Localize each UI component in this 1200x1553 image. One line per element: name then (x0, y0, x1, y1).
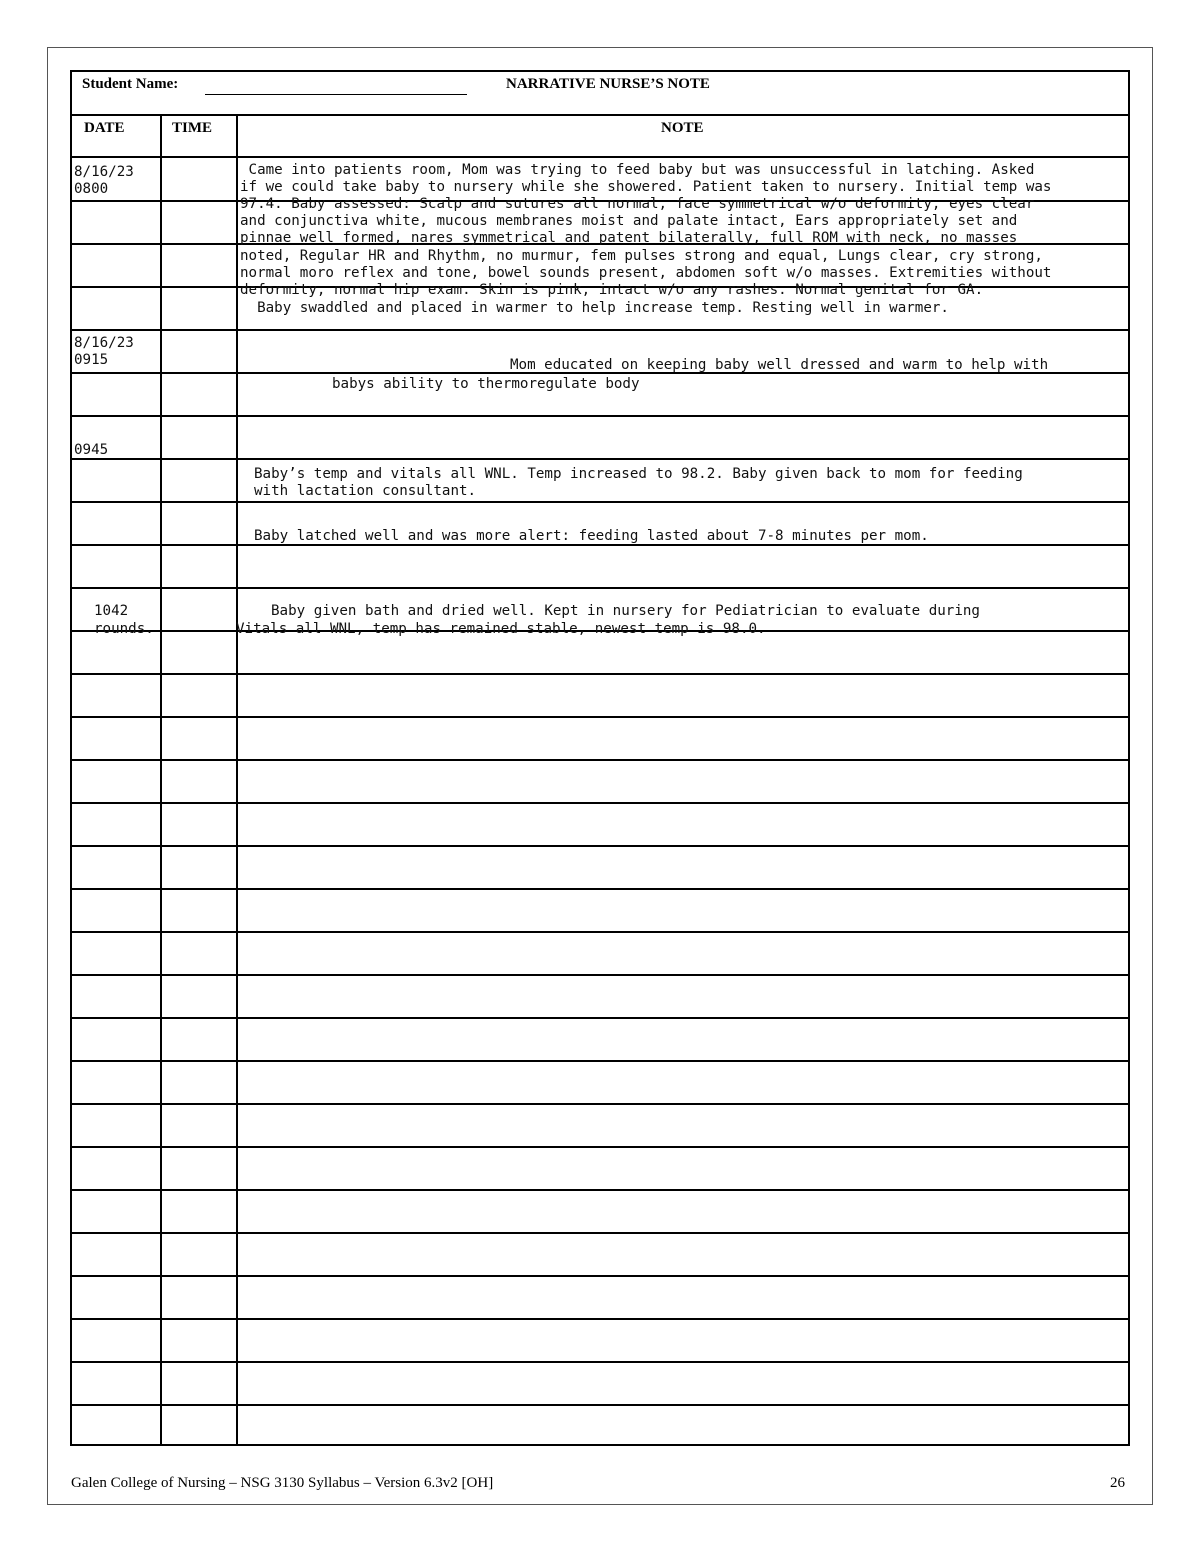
row-divider (72, 1060, 1128, 1062)
row-divider (72, 1232, 1128, 1234)
row-divider (72, 673, 1128, 675)
student-name-field[interactable] (205, 94, 467, 95)
column-header-divider (72, 156, 1128, 158)
note-line: with lactation consultant. (254, 483, 477, 499)
note-line: 97.4. Baby assessed: Scalp and sutures all normal, face symmetrical w/o deformity, eyes clear (240, 196, 1035, 212)
footer-text: Galen College of Nursing – NSG 3130 Syllabus – Version 6.3v2 [OH] (71, 1475, 494, 1491)
student-name-label: Student Name: (82, 76, 179, 92)
row-divider (72, 974, 1128, 976)
row-divider (72, 845, 1128, 847)
note-line: Mom educated on keeping baby well dressed and warm to help with (510, 357, 1049, 373)
row-divider (72, 501, 1128, 503)
note-line: if we could take baby to nursery while she showered. Patient taken to nursery. Initial temp was (240, 179, 1052, 195)
entry-date: 8/16/23 (74, 335, 134, 351)
note-line: Vitals all WNL, temp has remained stable, newest temp is 98.0. (236, 621, 766, 637)
entry-time: 0915 (74, 352, 109, 368)
note-line: Baby swaddled and placed in warmer to help increase temp. Resting well in warmer. (240, 300, 949, 316)
note-line: rounds. (94, 621, 154, 637)
entry-date: 8/16/23 (74, 164, 134, 180)
note-line: Baby given bath and dried well. Kept in nursery for Pediatrician to evaluate during (271, 603, 980, 619)
date-column-header: DATE (84, 120, 125, 136)
time-note-column-divider (236, 114, 238, 1446)
row-divider (72, 1361, 1128, 1363)
note-line: Baby latched well and was more alert: feeding lasted about 7-8 minutes per mom. (254, 528, 929, 544)
row-divider (72, 802, 1128, 804)
note-line: Came into patients room, Mom was trying to feed baby but was unsuccessful in latching. Asked (240, 162, 1035, 178)
entry-time: 0800 (74, 181, 109, 197)
row-divider (72, 458, 1128, 460)
time-column-header: TIME (172, 120, 213, 136)
note-line: and conjunctiva white, mucous membranes moist and palate intact, Ears appropriately set and (240, 213, 1018, 229)
note-line: normal moro reflex and tone, bowel sounds present, abdomen soft w/o masses. Extremities without (240, 265, 1052, 281)
row-divider (72, 329, 1128, 331)
header-divider (72, 114, 1128, 116)
nurse-note-form (70, 70, 1130, 1446)
date-time-column-divider (160, 114, 162, 1446)
page-number: 26 (1110, 1475, 1125, 1491)
row-divider (72, 759, 1128, 761)
row-divider (72, 1103, 1128, 1105)
note-column-header: NOTE (661, 120, 704, 136)
row-divider (72, 931, 1128, 933)
row-divider (72, 1318, 1128, 1320)
row-divider (72, 716, 1128, 718)
row-divider (72, 1275, 1128, 1277)
row-divider (72, 888, 1128, 890)
form-title: NARRATIVE NURSE’S NOTE (506, 76, 710, 92)
row-divider (72, 1146, 1128, 1148)
row-divider (72, 587, 1128, 589)
note-line: Baby’s temp and vitals all WNL. Temp increased to 98.2. Baby given back to mom for feeding (254, 466, 1023, 482)
entry-time: 0945 (74, 442, 109, 458)
row-divider (72, 1017, 1128, 1019)
row-divider (72, 1404, 1128, 1406)
row-divider (72, 415, 1128, 417)
entry-time: 1042 (94, 603, 129, 619)
note-line: babys ability to thermoregulate body (332, 376, 640, 392)
note-line: noted, Regular HR and Rhythm, no murmur, fem pulses strong and equal, Lungs clear, cry strong, (240, 248, 1043, 264)
note-line: deformity, normal hip exam. Skin is pink, intact w/o any rashes. Normal genital for GA. (240, 282, 984, 298)
row-divider (72, 1189, 1128, 1191)
note-line: pinnae well formed, nares symmetrical and patent bilaterally, full ROM with neck, no masses (240, 230, 1018, 246)
